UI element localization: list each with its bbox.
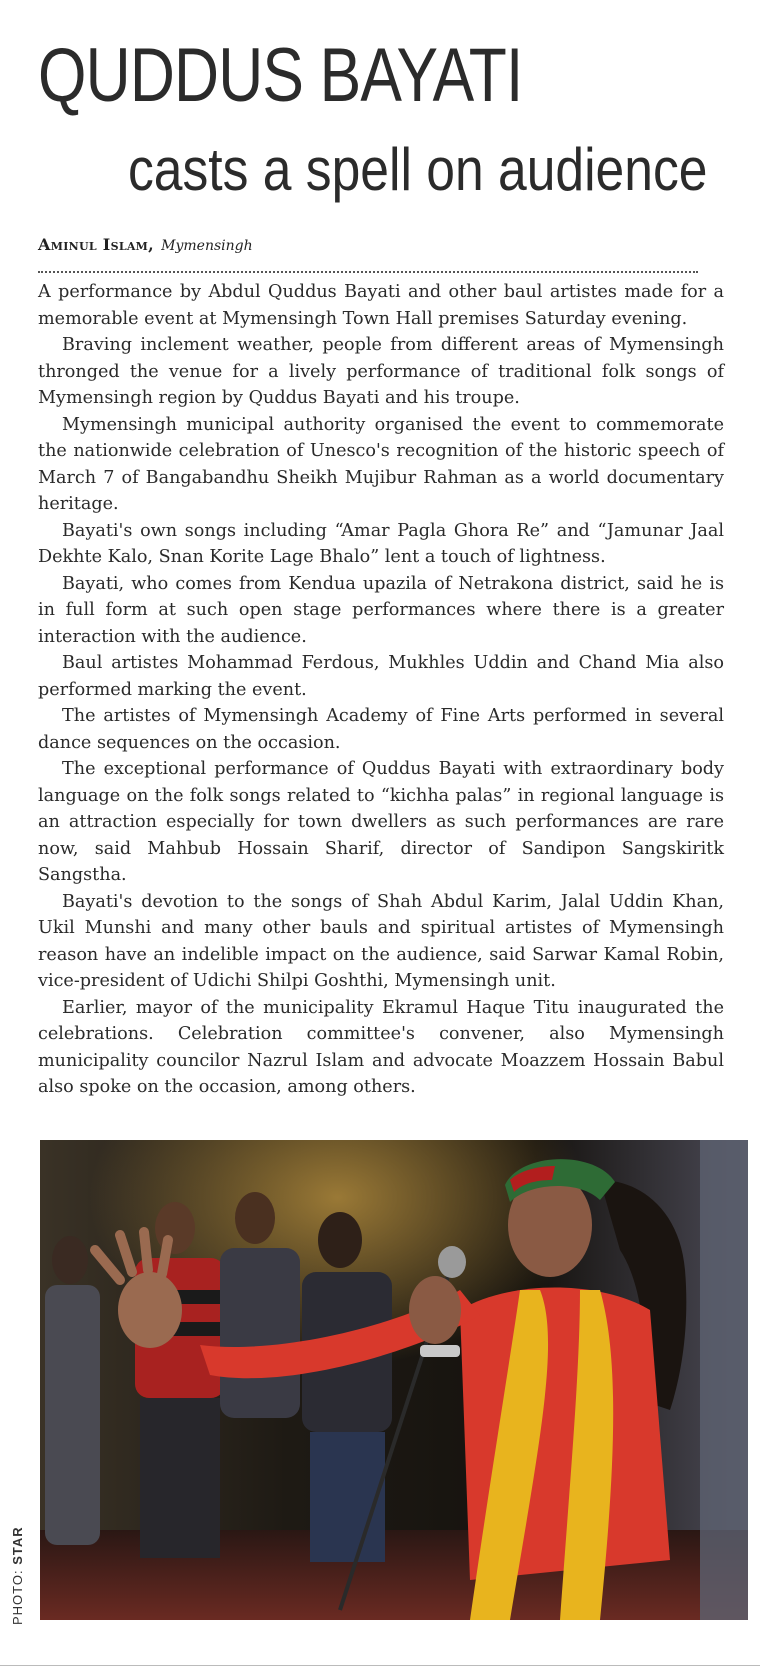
article-paragraph: Bayati's devotion to the songs of Shah Abdul Karim, Jalal Uddin Khan, Ukil Munshi and many other bauls and spiritual artistes of Mymensingh reason have an indelible impact on the audience, said Sarwar Kamal Robin, vice-president of Udichi Shilpi Goshthi, Mymensingh unit. <box>38 891 724 991</box>
performance-photo <box>40 1140 748 1620</box>
article-paragraph: The exceptional performance of Quddus Bayati with extraordinary body language on the folk songs related to “kichha palas” in regional language is an attraction especially for town dwellers as such performances are rare now, said Mahbub Hossain Sharif, director of Sandipon Sangskiritk Sangstha. <box>38 759 724 885</box>
article-paragraph: The artistes of Mymensingh Academy of Fine Arts performed in several dance sequences on the occasion. <box>38 706 724 753</box>
byline-location: Mymensingh <box>161 238 253 254</box>
article-paragraph: Braving inclement weather, people from different areas of Mymensingh thronged the venue for a lively performance of traditional folk songs of Mymensingh region by Quddus Bayati and his troupe. <box>38 335 724 408</box>
article-paragraph: Bayati's own songs including “Amar Pagla Ghora Re” and “Jamunar Jaal Dekhte Kalo, Snan Korite Lage Bhalo” lent a touch of lightness. <box>38 520 724 567</box>
article-paragraph: A performance by Abdul Quddus Bayati and other baul artistes made for a memorable event at Mymensingh Town Hall premises Saturday evening. <box>38 282 724 329</box>
headline: QUDDUS BAYATI <box>38 33 523 118</box>
article-body <box>38 279 724 1101</box>
byline-author: Aminul Islam, <box>38 235 155 254</box>
photo-credit <box>10 1526 25 1625</box>
bottom-divider <box>0 1665 760 1666</box>
article-paragraph: Baul artistes Mohammad Ferdous, Mukhles Uddin and Chand Mia also performed marking the event. <box>38 653 724 700</box>
photo-credit-source: STAR <box>10 1526 25 1565</box>
dotted-divider <box>38 271 698 273</box>
article-paragraph: Bayati, who comes from Kendua upazila of Netrakona district, said he is in full form at such open stage performances where there is a greater interaction with the audience. <box>38 573 724 647</box>
byline <box>38 235 253 254</box>
article-paragraph: Mymensingh municipal authority organised the event to commemorate the nationwide celebration of Unesco's recognition of the historic speech of March 7 of Bangabandhu Sheikh Mujibur Rahman as a world documentary heritage. <box>38 414 724 514</box>
subheadline: casts a spell on audience <box>128 136 708 203</box>
article-paragraph: Earlier, mayor of the municipality Ekramul Haque Titu inaugurated the celebrations. Celebration committee's convener, also Mymensingh municipality councilor Nazrul Islam and advocate Moazzem Hossain Babul also spoke on the occasion, among others. <box>38 997 724 1097</box>
photo-credit-label: PHOTO: <box>10 1569 25 1625</box>
